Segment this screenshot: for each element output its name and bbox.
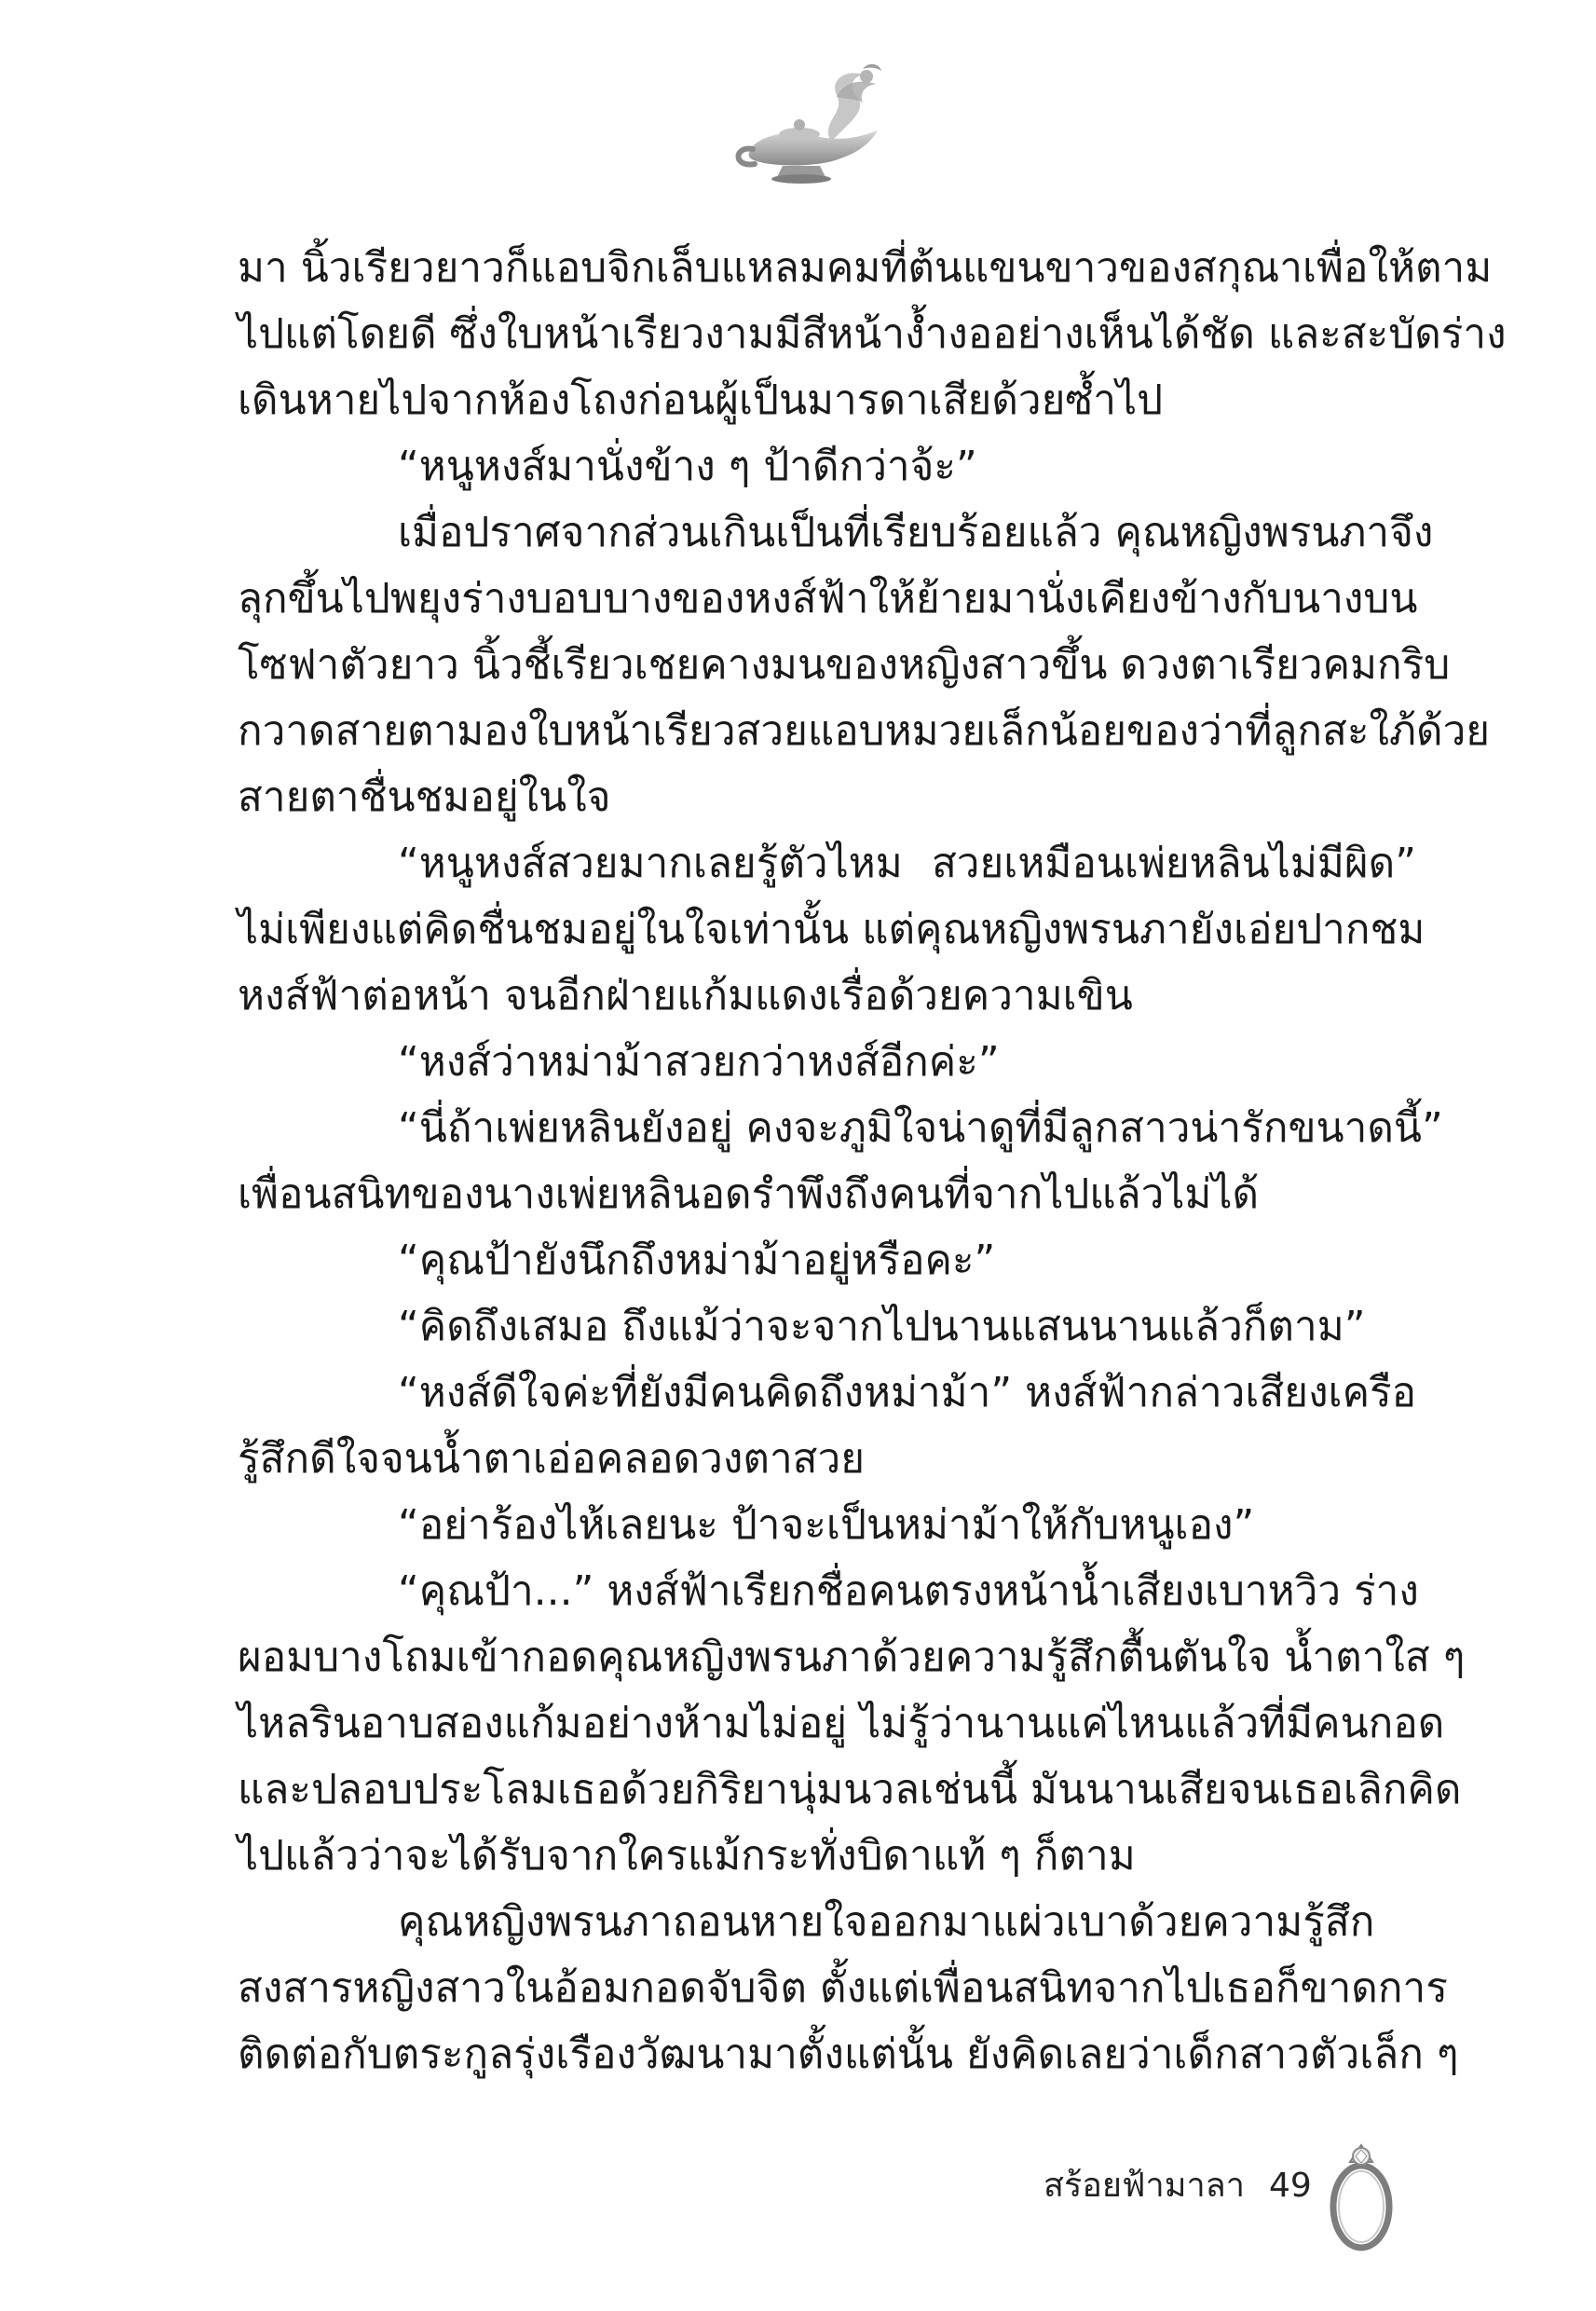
text-line: “คิดถึงเสมอ ถึงแม้ว่าจะจากไปนานแสนนานแล้วก็ตาม”: [398, 1303, 1366, 1350]
page-number: 49: [1268, 2167, 1312, 2205]
text-line: “หนูหงส์มานั่งข้าง ๆ ป้าดีกว่าจ้ะ”: [398, 443, 977, 490]
text-line: หงส์ฟ้าต่อหน้า จนอีกฝ่ายแก้มแดงเรื่อด้วยความเขิน: [238, 972, 1133, 1019]
text-line: “หงส์ดีใจค่ะที่ยังมีคนคิดถึงหม่าม้า” หงส์ฟ้ากล่าวเสียงเครือ: [398, 1369, 1417, 1416]
text-line: “หนูหงส์สวยมากเลยรู้ตัวไหม สวยเหมือนเพ่ยหลินไม่มีผิด”: [398, 840, 1416, 887]
text-line: รู้สึกดีใจจนน้ำตาเอ่อคลอดวงตาสวย: [238, 1435, 865, 1483]
text-line: สายตาชื่นชมอยู่ในใจ: [238, 773, 611, 821]
text-line: ไหลรินอาบสองแก้มอย่างห้ามไม่อยู่ ไม่รู้ว่านานแค่ไหนแล้วที่มีคนกอด: [238, 1700, 1445, 1747]
text-line: ไปแต่โดยดี ซึ่งใบหน้าเรียวงามมีสีหน้าง้ำงออย่างเห็นได้ชัด และสะบัดร่าง: [238, 310, 1507, 358]
lamp-ornament-icon: [727, 56, 904, 196]
text-line: เมื่อปราศจากส่วนเกินเป็นที่เรียบร้อยแล้ว คุณหญิงพรนภาจึง: [398, 509, 1434, 556]
text-line: “คุณป้า...” หงส์ฟ้าเรียกชื่อคนตรงหน้าน้ำเสียงเบาหวิว ร่าง: [398, 1567, 1419, 1615]
text-line: “อย่าร้องไห้เลยนะ ป้าจะเป็นหม่าม้าให้กับหนูเอง”: [398, 1501, 1255, 1549]
text-line: “นี่ถ้าเพ่ยหลินยังอยู่ คงจะภูมิใจน่าดูที่มีลูกสาวน่ารักขนาดนี้”: [398, 1104, 1443, 1152]
text-line: ไปแล้วว่าจะได้รับจากใครแม้กระทั่งบิดาแท้ ๆ ก็ตาม: [238, 1832, 1136, 1880]
text-line: ไม่เพียงแต่คิดชื่นชมอยู่ในใจเท่านั้น แต่คุณหญิงพรนภายังเอ่ยปากชม: [238, 906, 1425, 953]
text-line: และปลอบประโลมเธอด้วยกิริยานุ่มนวลเช่นนี้ มันนานเสียจนเธอเลิกคิด: [238, 1766, 1462, 1813]
text-line: สงสารหญิงสาวในอ้อมกอดจับจิต ตั้งแต่เพื่อนสนิทจากไปเธอก็ขาดการ: [238, 1964, 1448, 2012]
book-title: สร้อยฟ้ามาลา: [1044, 2167, 1245, 2205]
text-line: ติดต่อกับตระกูลรุ่งเรืองวัฒนามาตั้งแต่นั้น ยังคิดเลยว่าเด็กสาวตัวเล็ก ๆ: [238, 2031, 1459, 2078]
text-line: คุณหญิงพรนภาถอนหายใจออกมาแผ่วเบาด้วยความรู้สึก: [398, 1898, 1375, 1946]
body-text: [238, 235, 1507, 2087]
text-line: ลุกขึ้นไปพยุงร่างบอบบางของหงส์ฟ้าให้ย้ายมานั่งเคียงข้างกับนางบน: [238, 575, 1418, 622]
text-line: กวาดสายตามองใบหน้าเรียวสวยแอบหมวยเล็กน้อยของว่าที่ลูกสะใภ้ด้วย: [238, 707, 1491, 755]
text-line: โซฟาตัวยาว นิ้วชี้เรียวเชยคางมนของหญิงสาวขึ้น ดวงตาเรียวคมกริบ: [238, 641, 1451, 689]
text-line: “คุณป้ายังนึกถึงหม่าม้าอยู่หรือคะ”: [398, 1237, 996, 1284]
text-line: เพื่อนสนิทของนางเพ่ยหลินอดรำพึงถึงคนที่จากไปแล้วไม่ได้: [238, 1170, 1260, 1218]
page-footer: [1044, 2158, 1312, 2214]
ring-icon: [1318, 2132, 1402, 2253]
text-line: “หงส์ว่าหม่าม้าสวยกว่าหงส์อีกค่ะ”: [398, 1038, 1000, 1086]
text-line: มา นิ้วเรียวยาวก็แอบจิกเล็บแหลมคมที่ต้นแขนขาวของสกุณาเพื่อให้ตาม: [238, 244, 1493, 292]
text-line: เดินหายไปจากห้องโถงก่อนผู้เป็นมารดาเสียด้วยซ้ำไป: [238, 376, 1164, 424]
text-line: ผอมบางโถมเข้ากอดคุณหญิงพรนภาด้วยความรู้สึกตื้นตันใจ น้ำตาใส ๆ: [238, 1634, 1466, 1681]
